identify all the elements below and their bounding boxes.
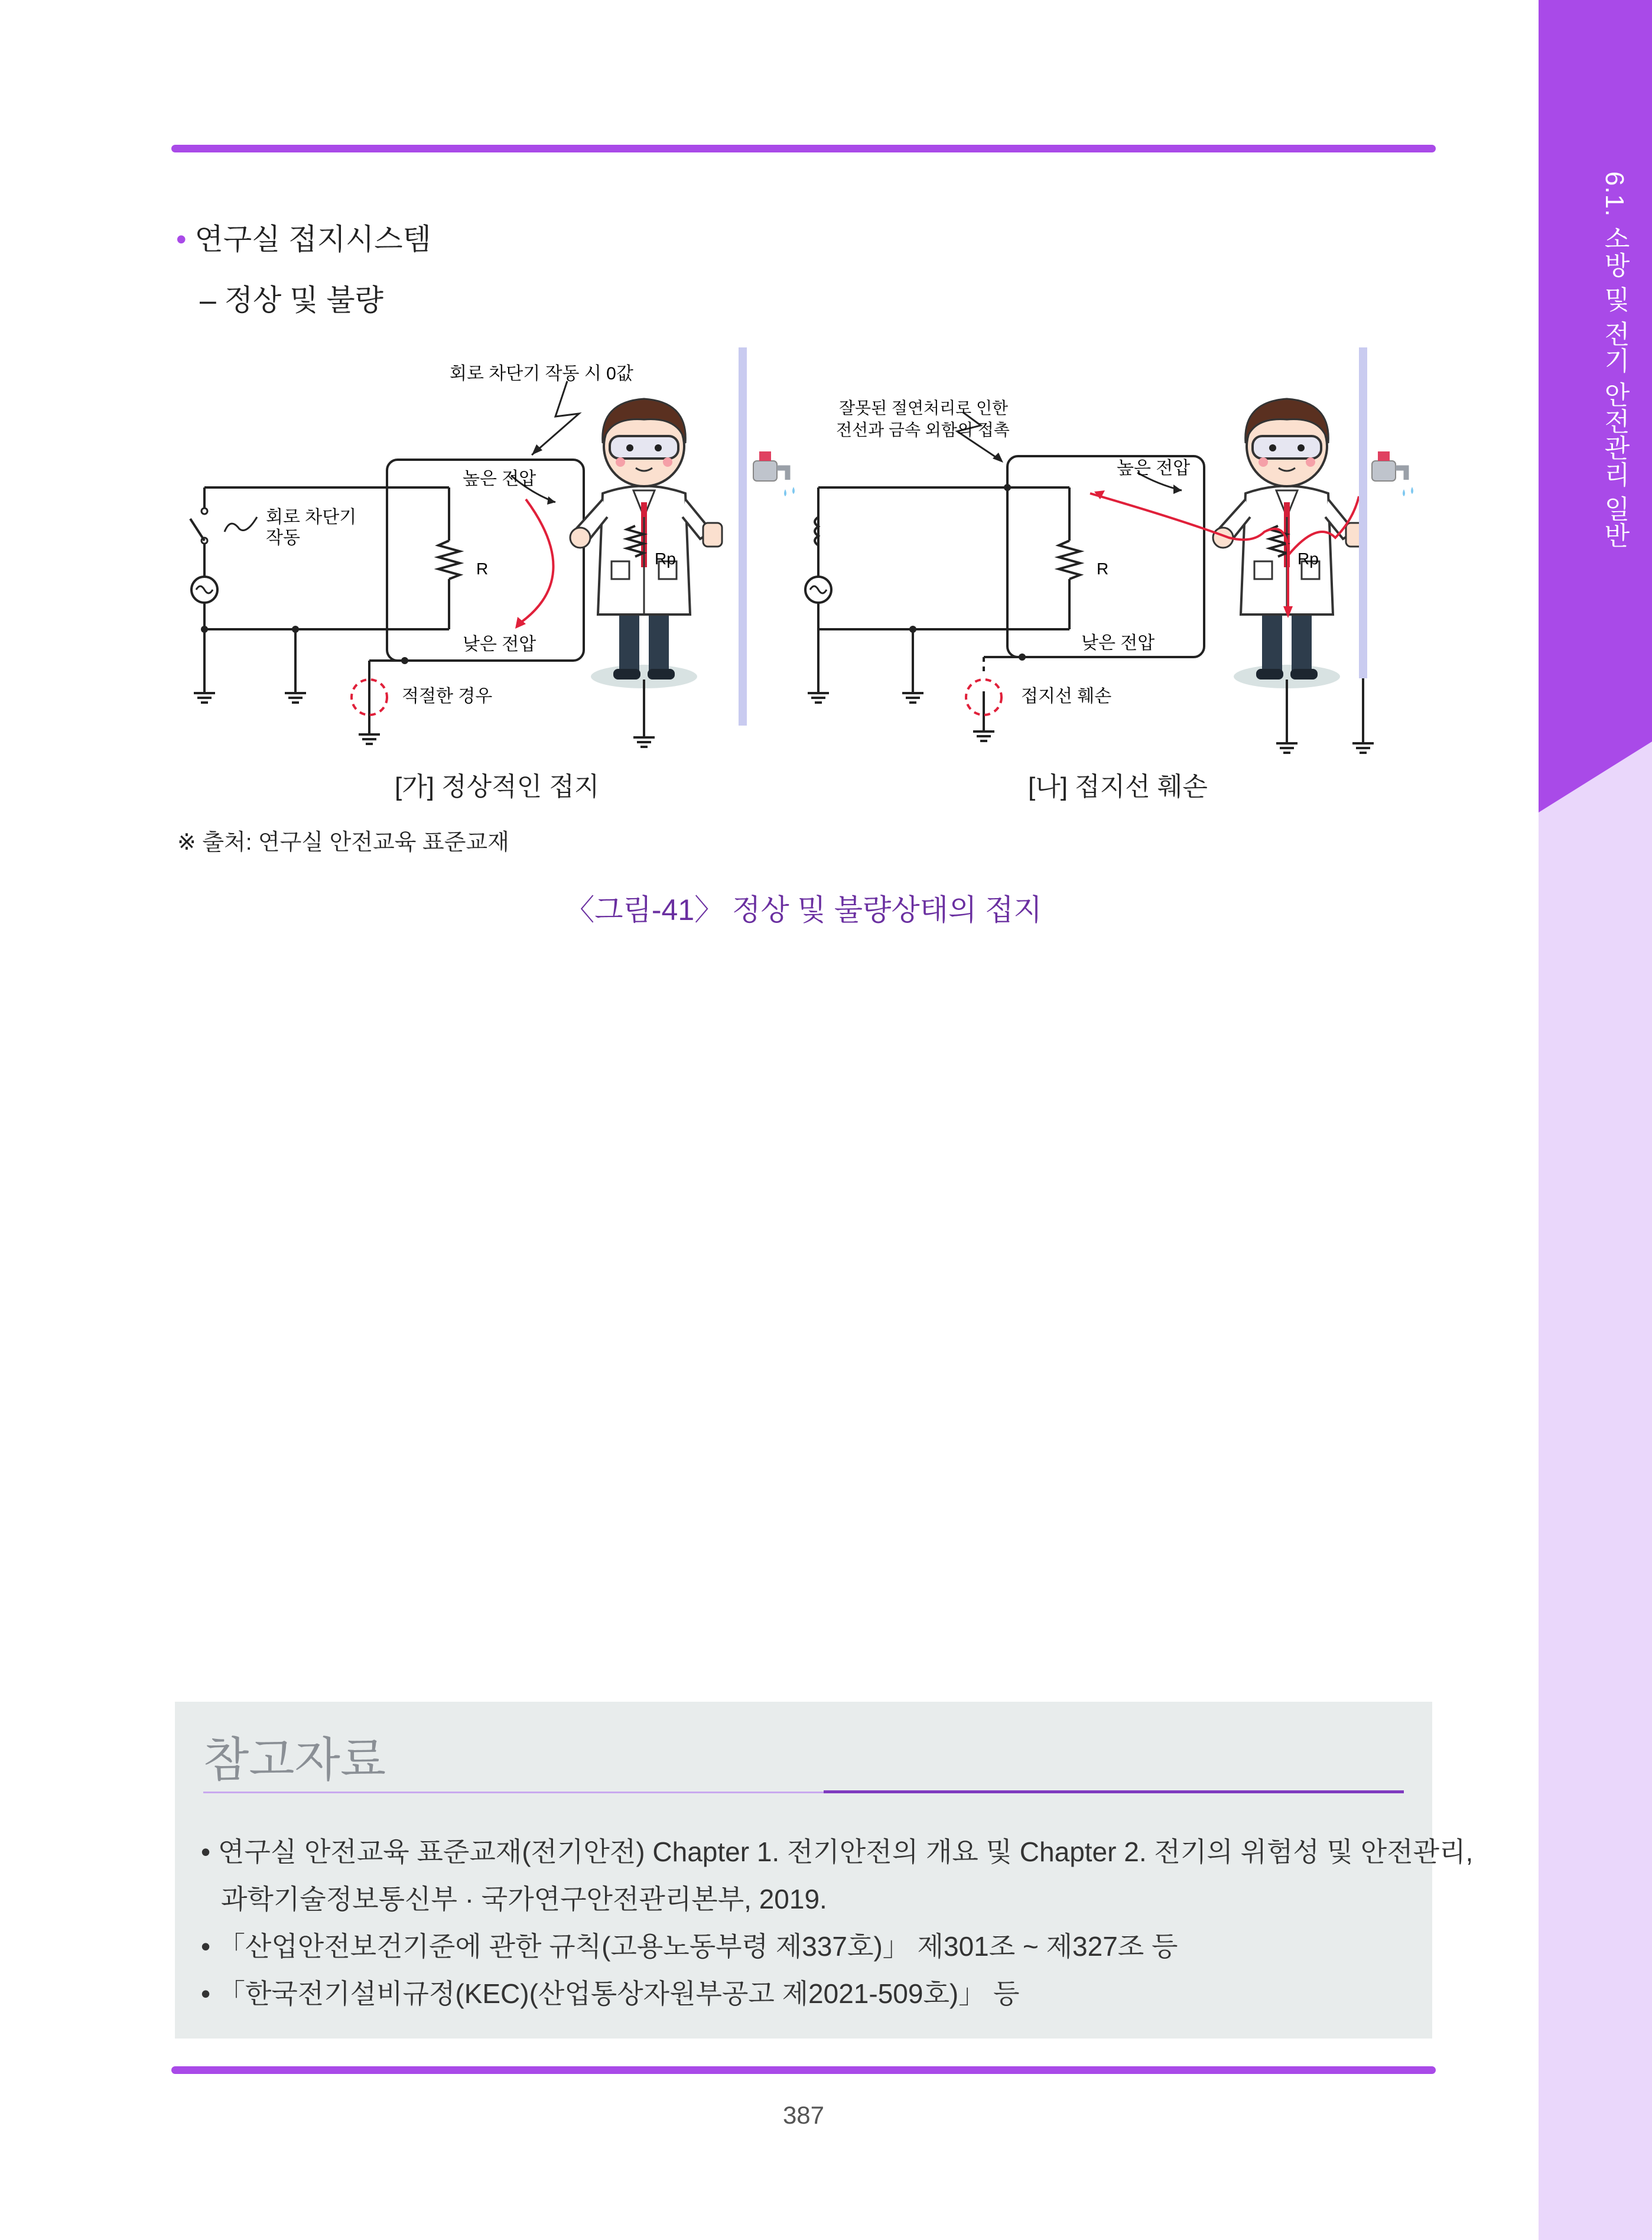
panel-right (805, 347, 1413, 753)
references-title: 참고자료 (203, 1734, 386, 1786)
reference-item: • 연구실 안전교육 표준교재(전기안전) Chapter 1. 전기안전의 개요 및 Chapter 2. 전기의 위험성 및 안전관리, (201, 1836, 1474, 1867)
section-bullet (176, 216, 431, 258)
left-caption: [가] 정상적인 접지 (395, 772, 600, 801)
right-callout-top-1: 잘못된 절연처리로 인한 (839, 399, 1009, 417)
reference-item: • 「한국전기설비규정(KEC)(산업통상자원부공고 제2021-509호)」 등 (201, 1978, 1020, 2009)
right-high-voltage: 높은 전압 (1117, 459, 1191, 478)
section-subheading: – 정상 및 불량 (200, 284, 383, 317)
right-resistor-label: R (1097, 560, 1109, 578)
side-tab-wedge (1539, 742, 1652, 812)
figure-title: 〈그림-41〉 정상 및 불량상태의 접지 (565, 893, 1042, 926)
right-low-voltage: 낮은 전압 (1081, 633, 1155, 653)
left-body-resistance-label: Rp (655, 550, 676, 568)
left-resistor-label: R (476, 560, 489, 578)
left-callout-top: 회로 차단기 작동 시 0값 (450, 364, 633, 383)
chapter-label: 6.1. 소방 및 전기 안전관리 일반 (1600, 171, 1629, 549)
right-body-resistance-label: Rp (1297, 550, 1319, 568)
right-ground-note: 접지선 훼손 (1021, 687, 1112, 706)
references-box (175, 1702, 1474, 2039)
bullet-dot: • (176, 223, 187, 256)
references-divider-dark (824, 1790, 1404, 1793)
right-callout-top-2: 전선과 금속 외함의 접촉 (836, 421, 1010, 439)
bottom-rule (171, 2066, 1436, 2074)
reference-item-continued: 과학기술정보통신부 · 국가연구안전관리본부, 2019. (221, 1884, 827, 1914)
left-breaker-label-1: 회로 차단기 (266, 508, 357, 527)
left-breaker-label-2: 작동 (266, 528, 300, 548)
panel-left (190, 347, 795, 747)
grounding-diagram (177, 343, 1442, 756)
references-divider-light (203, 1792, 824, 1793)
grounding-figure (177, 343, 1442, 759)
left-ground-note: 적절한 경우 (402, 687, 493, 706)
left-high-voltage: 높은 전압 (463, 469, 536, 489)
figure-source: ※ 출처: 연구실 안전교육 표준교재 (177, 830, 509, 855)
top-rule (171, 145, 1436, 152)
right-caption: [나] 접지선 훼손 (1028, 772, 1208, 801)
page-number: 387 (782, 2101, 825, 2129)
left-low-voltage: 낮은 전압 (463, 635, 536, 654)
reference-item: • 「산업안전보건기준에 관한 규칙(고용노동부령 제337호)」 제301조 ~ 제327조 등 (201, 1931, 1178, 1962)
section-bullet-text: 연구실 접지시스템 (194, 223, 431, 256)
